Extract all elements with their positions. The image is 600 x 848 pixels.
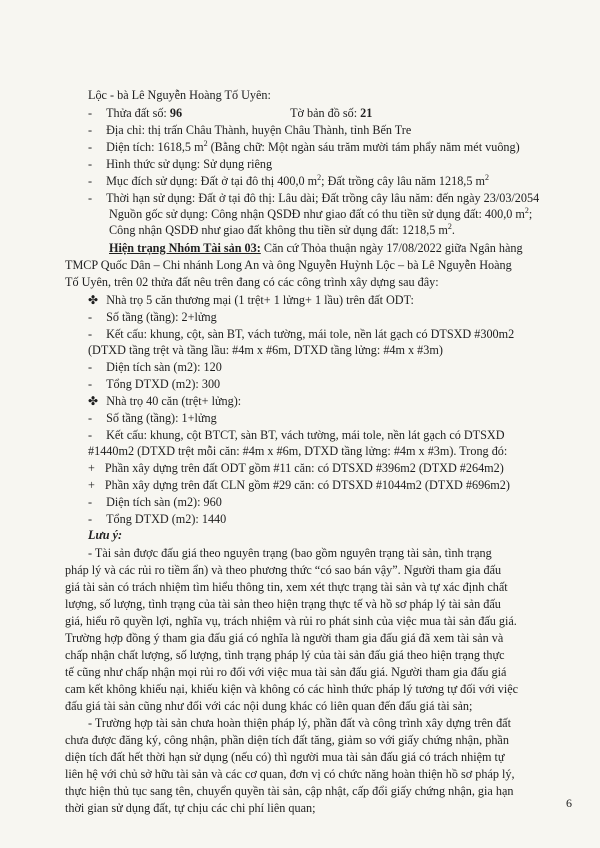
paragraph-line: TMCP Quốc Dân – Chi nhánh Long An và ông Nguyễn Huỳnh Lộc – bà Lê Nguyễn Hoàng	[65, 258, 512, 272]
building-1-title: ✤ Nhà trọ 5 căn thương mại (1 trệt+ 1 lửng+ 1 lầu) trên đất ODT:	[88, 293, 414, 307]
building-2-floors: - Số tầng (tầng): 1+lửng	[88, 411, 217, 425]
area-line: - Diện tích: 1618,5 $m^2$ (Bằng chữ: Một ngàn sáu trăm mười tám phẩy năm mét vuông)	[88, 138, 520, 154]
note-paragraph-1: lượng, số lượng, tình trạng của tài sản theo hiện trạng thực tế và hồ sơ pháp lý tài sản đấu	[65, 597, 501, 611]
note-paragraph-2: diện tích đất hết thời hạn sử dụng (nếu có) thì người mua tài sản đấu giá có trách nhiệm tự	[65, 750, 505, 764]
building-1-total-area: - Tổng DTXD (m2): 300	[88, 377, 221, 391]
flower-bullet-icon: ✤	[88, 293, 99, 307]
building-2-floor-area: - Diện tích sàn (m2): 960	[88, 495, 222, 509]
building-2-odt-part: + Phần xây dựng trên đất ODT gồm #11 căn: có DTSXD #396m2 (DTXD #264m2)	[88, 461, 504, 475]
building-2-structure: - Kết cấu: khung, cột BTCT, sàn BT, vách tường, mái tole, nền lát gạch có DTSXD	[88, 428, 505, 442]
note-paragraph-2: thực hiện thủ tục sang tên, chuyển quyền tài sản, cập nhật, cấp đổi giấy chứng nhận, gia hạn	[65, 784, 514, 798]
note-paragraph-2: liên hệ với chủ sở hữu tài sản và các cơ quan, đơn vị có chức năng hoàn thiện hồ sơ pháp lý,	[65, 767, 515, 781]
note-paragraph-2: - Trường hợp tài sản chưa hoàn thiện pháp lý, phần đất và công trình xây dựng trên đất	[88, 716, 511, 730]
note-paragraph-1: giá, hiểu rõ quyền lợi, nghĩa vụ, trách nhiệm và rủi ro phát sinh của việc mua tài sản đấu giá.	[65, 614, 517, 628]
building-2-total-area: - Tổng DTXD (m2): 1440	[88, 512, 227, 526]
note-paragraph-1: chấp nhận chất lượng, số lượng, tình trạng pháp lý của tài sản đấu giá theo hiện trạng thực	[65, 648, 505, 662]
note-paragraph-1: tế cũng như chấp nhận mọi rủi ro đối với việc mua tài sản đấu giá. Người tham gia đấu giá	[65, 665, 507, 679]
usage-form-line: - Hình thức sử dụng: Sử dụng riêng	[88, 157, 273, 171]
purpose-line: - Mục đích sử dụng: Đất ở tại đô thị 400,0 $m^2$; Đất trồng cây lâu năm 1218,5 $m^2$	[88, 172, 489, 188]
flower-bullet-icon: ✤	[88, 394, 99, 408]
note-paragraph-1: giá tài sản có trách nhiệm tìm hiểu thông tin, xem xét thực trạng tài sản và tự xác định chất	[65, 580, 508, 594]
note-paragraph-2: thời gian sử dụng đất, tự chịu các chi phí liên quan;	[65, 801, 316, 815]
building-1-structure-cont: (DTXD tầng trệt và tầng lầu: #4m x #6m, DTXD tầng lửng: #4m x #3m)	[88, 343, 443, 357]
term-line: - Thời hạn sử dụng: Đất ở tại đô thị: Lâu dài; Đất trồng cây lâu năm: đến ngày 23/03/2054	[88, 191, 540, 205]
note-paragraph-1: đấu giá tài sản cũng như đối với các nội dung khác có liên quan đến đấu giá tài sản;	[65, 699, 473, 713]
origin-line-2: Công nhận QSDĐ như giao đất không thu tiền sử dụng đất: 1218,5 $m^2$.	[109, 221, 455, 237]
note-paragraph-2: chưa được đăng ký, công nhận, phần diện tích đất tăng, giảm so với giấy chứng nhận, phần	[65, 733, 509, 747]
owner-line: Lộc - bà Lê Nguyễn Hoàng Tố Uyên:	[88, 88, 271, 102]
note-heading: Lưu ý:	[88, 528, 123, 542]
note-paragraph-1: pháp lý và các rủi ro tiềm ẩn) và theo phương thức “có sao bán vậy”. Người tham gia đấu	[65, 563, 502, 577]
origin-line: Nguồn gốc sử dụng: Công nhận QSDĐ như giao đất có thu tiền sử dụng đất: 400,0 $m^2$;	[109, 205, 533, 221]
note-paragraph-1: - Tài sản được đấu giá theo nguyên trạng (bao gồm nguyên trạng tài sản, tình trạng	[88, 546, 492, 560]
building-2-title: ✤ Nhà trọ 40 căn (trệt+ lửng):	[88, 394, 242, 408]
building-1-structure: - Kết cấu: khung, cột, sàn BT, vách tường, mái tole, nền lát gạch có DTSXD #300m2	[88, 327, 515, 341]
parcel-line: - Thửa đất số: 96 Tờ bản đồ số: 21	[88, 106, 373, 120]
page-number: 6	[566, 796, 572, 810]
address-line: - Địa chỉ: thị trấn Châu Thành, huyện Châu Thành, tỉnh Bến Tre	[88, 123, 412, 137]
note-paragraph-1: Trường hợp đồng ý tham gia đấu giá có nghĩa là người tham gia đấu giá đã xem tài sản và	[65, 631, 504, 645]
note-paragraph-1: cam kết không khiếu nại, khiếu kiện và không có các hình thức pháp lý tương tự đối với việc	[65, 682, 519, 696]
building-2-structure-cont: #1440m2 (DTXD trệt mỗi căn: #4m x #6m, DTXD tầng lửng: #4m x #3m). Trong đó:	[88, 444, 508, 458]
asset-group-3-heading: Hiện trạng Nhóm Tài sản 03: Căn cứ Thỏa thuận ngày 17/08/2022 giữa Ngân hàng	[109, 241, 523, 255]
paragraph-line: Tố Uyên, trên 02 thửa đất nêu trên đang có các công trình xây dựng sau đây:	[65, 275, 439, 289]
building-2-cln-part: + Phần xây dựng trên đất CLN gồm #29 căn: có DTSXD #1044m2 (DTXD #696m2)	[88, 478, 510, 492]
building-1-floors: - Số tầng (tầng): 2+lửng	[88, 310, 217, 324]
building-1-floor-area: - Diện tích sàn (m2): 120	[88, 360, 222, 374]
